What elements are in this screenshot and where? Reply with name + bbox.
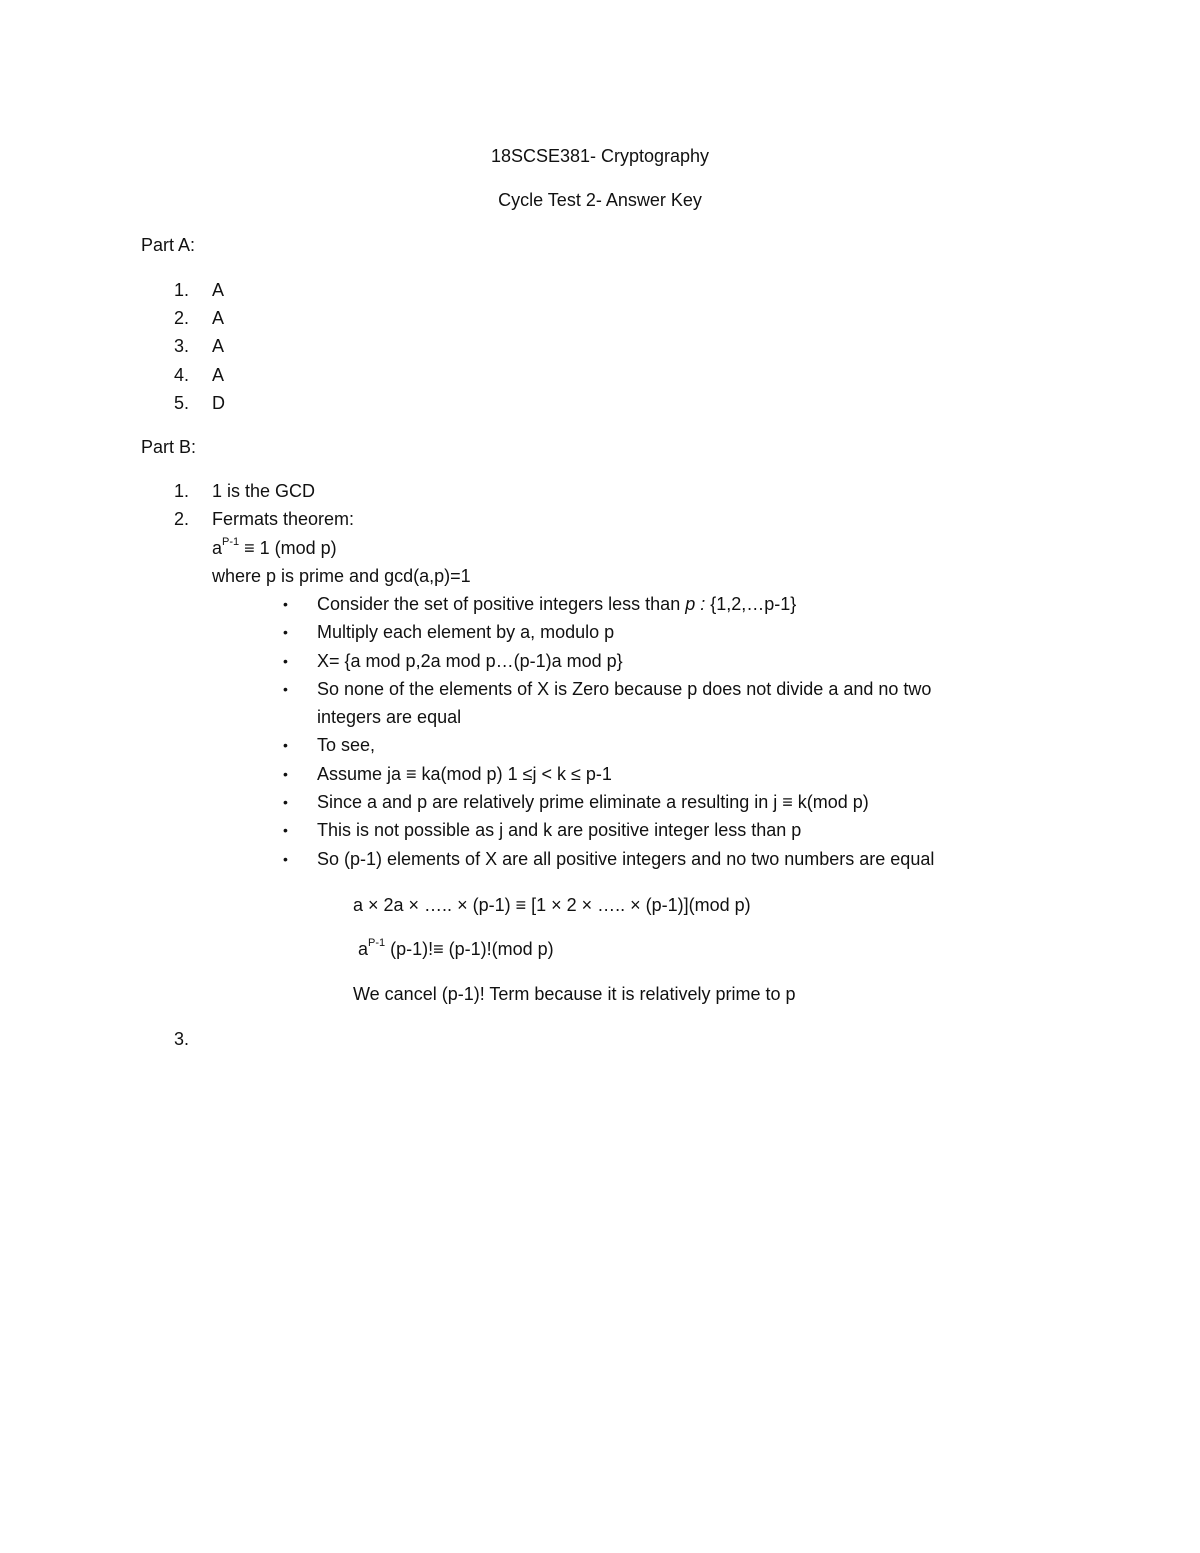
factorial-equation <box>358 935 554 963</box>
item-answer: A <box>212 336 225 357</box>
equation-rest: (p-1)!≡ (p-1)!(mod p) <box>385 939 554 959</box>
formula-base: a <box>212 538 223 558</box>
item-answer: A <box>212 308 225 329</box>
bullet-text: Assume ja ≡ ka(mod p) 1 ≤j < k ≤ p-1 <box>317 763 612 784</box>
bullet-text-part: Consider the set of positive integers less than <box>317 594 686 614</box>
product-equation: a × 2a × ….. × (p-1) ≡ [1 × 2 × ….. × (p-1)](mod p) <box>353 895 751 915</box>
bullet-item <box>0 618 1200 646</box>
bullet-text: Since a and p are relatively prime eliminate a resulting in j ≡ k(mod p) <box>317 792 869 813</box>
bullet-text: Multiply each element by a, modulo p <box>317 622 615 643</box>
bullet-item <box>0 816 1200 844</box>
bullet-text-italic: p : <box>685 594 706 614</box>
item-number: 5. <box>174 392 190 413</box>
course-title: 18SCSE381- Cryptography <box>490 146 710 166</box>
bullet-dot-icon: • <box>283 765 288 782</box>
bullet-item <box>0 845 1200 873</box>
bullet-text-part: {1,2,…p-1} <box>705 594 797 614</box>
bullet-item <box>0 731 1200 759</box>
bullet-text: So none of the elements of X is Zero because p does not divide a and no two <box>317 678 932 699</box>
bullet-item <box>0 647 1200 675</box>
bullet-dot-icon: • <box>283 822 288 839</box>
proof-bullet-list <box>0 590 1200 873</box>
bullet-text: This is not possible as j and k are positive integer less than p <box>317 820 802 841</box>
item-answer: Fermats theorem: <box>212 509 355 530</box>
bullet-dot-icon: • <box>283 794 288 811</box>
item-3-number: 3. <box>174 1029 190 1049</box>
bullet-text-continuation: integers are equal <box>317 707 462 728</box>
item-number: 3. <box>174 336 190 357</box>
bullet-text <box>317 590 796 618</box>
bullet-dot-icon: • <box>283 624 288 641</box>
item-number: 2. <box>174 509 190 530</box>
bullet-dot-icon: • <box>283 652 288 669</box>
bullet-item <box>0 675 1200 732</box>
bullet-item <box>0 590 1200 618</box>
bullet-item <box>0 760 1200 788</box>
part-a-heading: Part A: <box>141 235 196 255</box>
bullet-text: To see, <box>317 735 376 756</box>
formula-exponent: P-1 <box>222 536 240 548</box>
item-number: 4. <box>174 364 190 385</box>
bullet-dot-icon: • <box>283 680 288 697</box>
formula-rest: ≡ 1 (mod p) <box>239 538 337 558</box>
item-answer: A <box>212 280 225 300</box>
fermat-formula <box>212 534 337 562</box>
equation-exponent: P-1 <box>368 937 386 949</box>
item-answer: A <box>212 364 225 385</box>
bullet-text: X= {a mod p,2a mod p…(p-1)a mod p} <box>317 650 623 671</box>
bullet-item <box>0 788 1200 816</box>
bullet-text: So (p-1) elements of X are all positive integers and no two numbers are equal <box>317 848 935 869</box>
equation-base: a <box>358 939 369 959</box>
bullet-dot-icon: • <box>283 850 288 867</box>
item-number: 1. <box>174 280 190 300</box>
item-answer: 1 is the GCD <box>212 481 316 501</box>
bullet-dot-icon: • <box>283 596 288 612</box>
item-answer: D <box>212 392 225 413</box>
bullet-dot-icon: • <box>283 737 288 754</box>
item-number: 2. <box>174 308 190 329</box>
test-title: Cycle Test 2- Answer Key <box>498 190 702 210</box>
conclusion-text: We cancel (p-1)! Term because it is relatively prime to p <box>353 984 796 1004</box>
part-b-heading: Part B: <box>141 437 197 457</box>
item-number: 1. <box>174 481 190 501</box>
formula-condition: where p is prime and gcd(a,p)=1 <box>212 566 471 586</box>
